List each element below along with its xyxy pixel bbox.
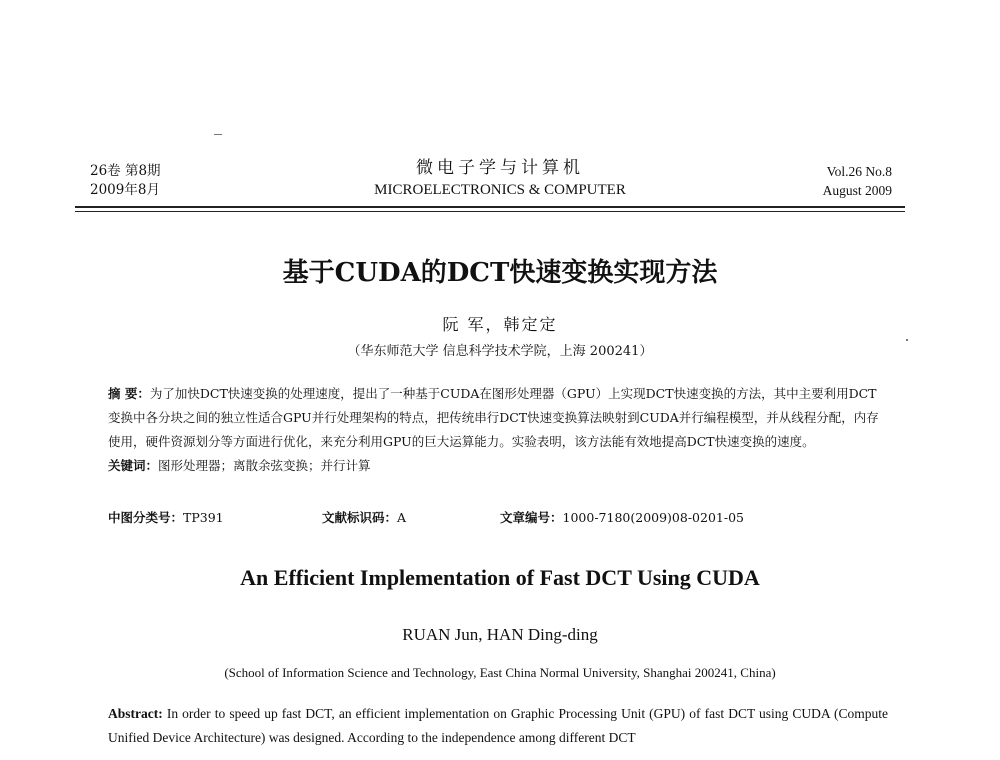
paper-title-en: An Efficient Implementation of Fast DCT Using CUDA	[240, 565, 760, 590]
affiliation-cn: （华东师范大学 信息科学技术学院，上海 200241）	[347, 344, 653, 359]
doc-value: A	[397, 510, 407, 525]
authors-cn: 阮 军，韩定定	[442, 315, 558, 334]
journal-name-en: MICROELECTRONICS & COMPUTER	[374, 182, 626, 198]
issue-date-cn: 2009年8月	[90, 182, 160, 198]
affiliation-en: (School of Information Science and Technology, East China Normal University, Shanghai 200241, China)	[224, 665, 776, 680]
authors-en: RUAN Jun, HAN Ding-ding	[402, 625, 598, 644]
paper-title-cn: 基于CUDA的DCT快速变换实现方法	[282, 258, 718, 288]
doc-label: 文献标识码：	[322, 510, 398, 525]
header-rule-thin	[75, 211, 905, 212]
article-value: 1000-7180(2009)08-0201-05	[562, 510, 744, 525]
clc-value: TP391	[183, 510, 224, 525]
abstract-en	[108, 702, 888, 750]
header-rule-thick	[75, 206, 905, 208]
keywords-cn-text: 图形处理器；离散余弦变换；并行计算	[158, 458, 371, 473]
abstract-cn	[108, 382, 888, 478]
issue-date-en: August 2009	[822, 183, 892, 198]
article-number	[500, 508, 744, 526]
journal-name	[330, 156, 670, 200]
volume-issue: 26卷 第8期	[90, 163, 161, 179]
keywords-cn-label: 关键词：	[108, 458, 159, 473]
scan-mark	[214, 134, 222, 135]
journal-name-cn: 微电子学与计算机	[416, 158, 584, 178]
document-code	[322, 508, 406, 526]
abstract-cn-label: 摘 要：	[108, 386, 150, 401]
abstract-en-label: Abstract:	[108, 706, 163, 721]
clc-code	[108, 508, 224, 526]
clc-label: 中图分类号：	[108, 510, 184, 525]
volume-issue-en: Vol.26 No.8	[826, 164, 892, 179]
abstract-cn-text: 为了加快DCT快速变换的处理速度，提出了一种基于CUDA在图形处理器（GPU）上实现DCT快速变换的方法，其中主要利用DCT变换中各分块之间的独立性适合GPU并行处理架构的特点，把传统串行DCT快速变换算法映射到CUDA并行编程模型，并从线程分配，内存使用，硬件资源划分等方面进行优化，来充分利用GPU的巨大运算能力。实验表明，该方法能有效地提高DCT快速变换的速度。	[108, 386, 879, 449]
journal-volume-info-en	[823, 162, 892, 200]
abstract-en-text: In order to speed up fast DCT, an efficient implementation on Graphic Processing Unit (GPU) of fast DCT using CUDA (Compute Unified Device Architecture) was designed. According to the independence among different DCT	[108, 706, 889, 745]
journal-volume-info	[90, 162, 161, 200]
article-label: 文章编号：	[500, 510, 563, 525]
